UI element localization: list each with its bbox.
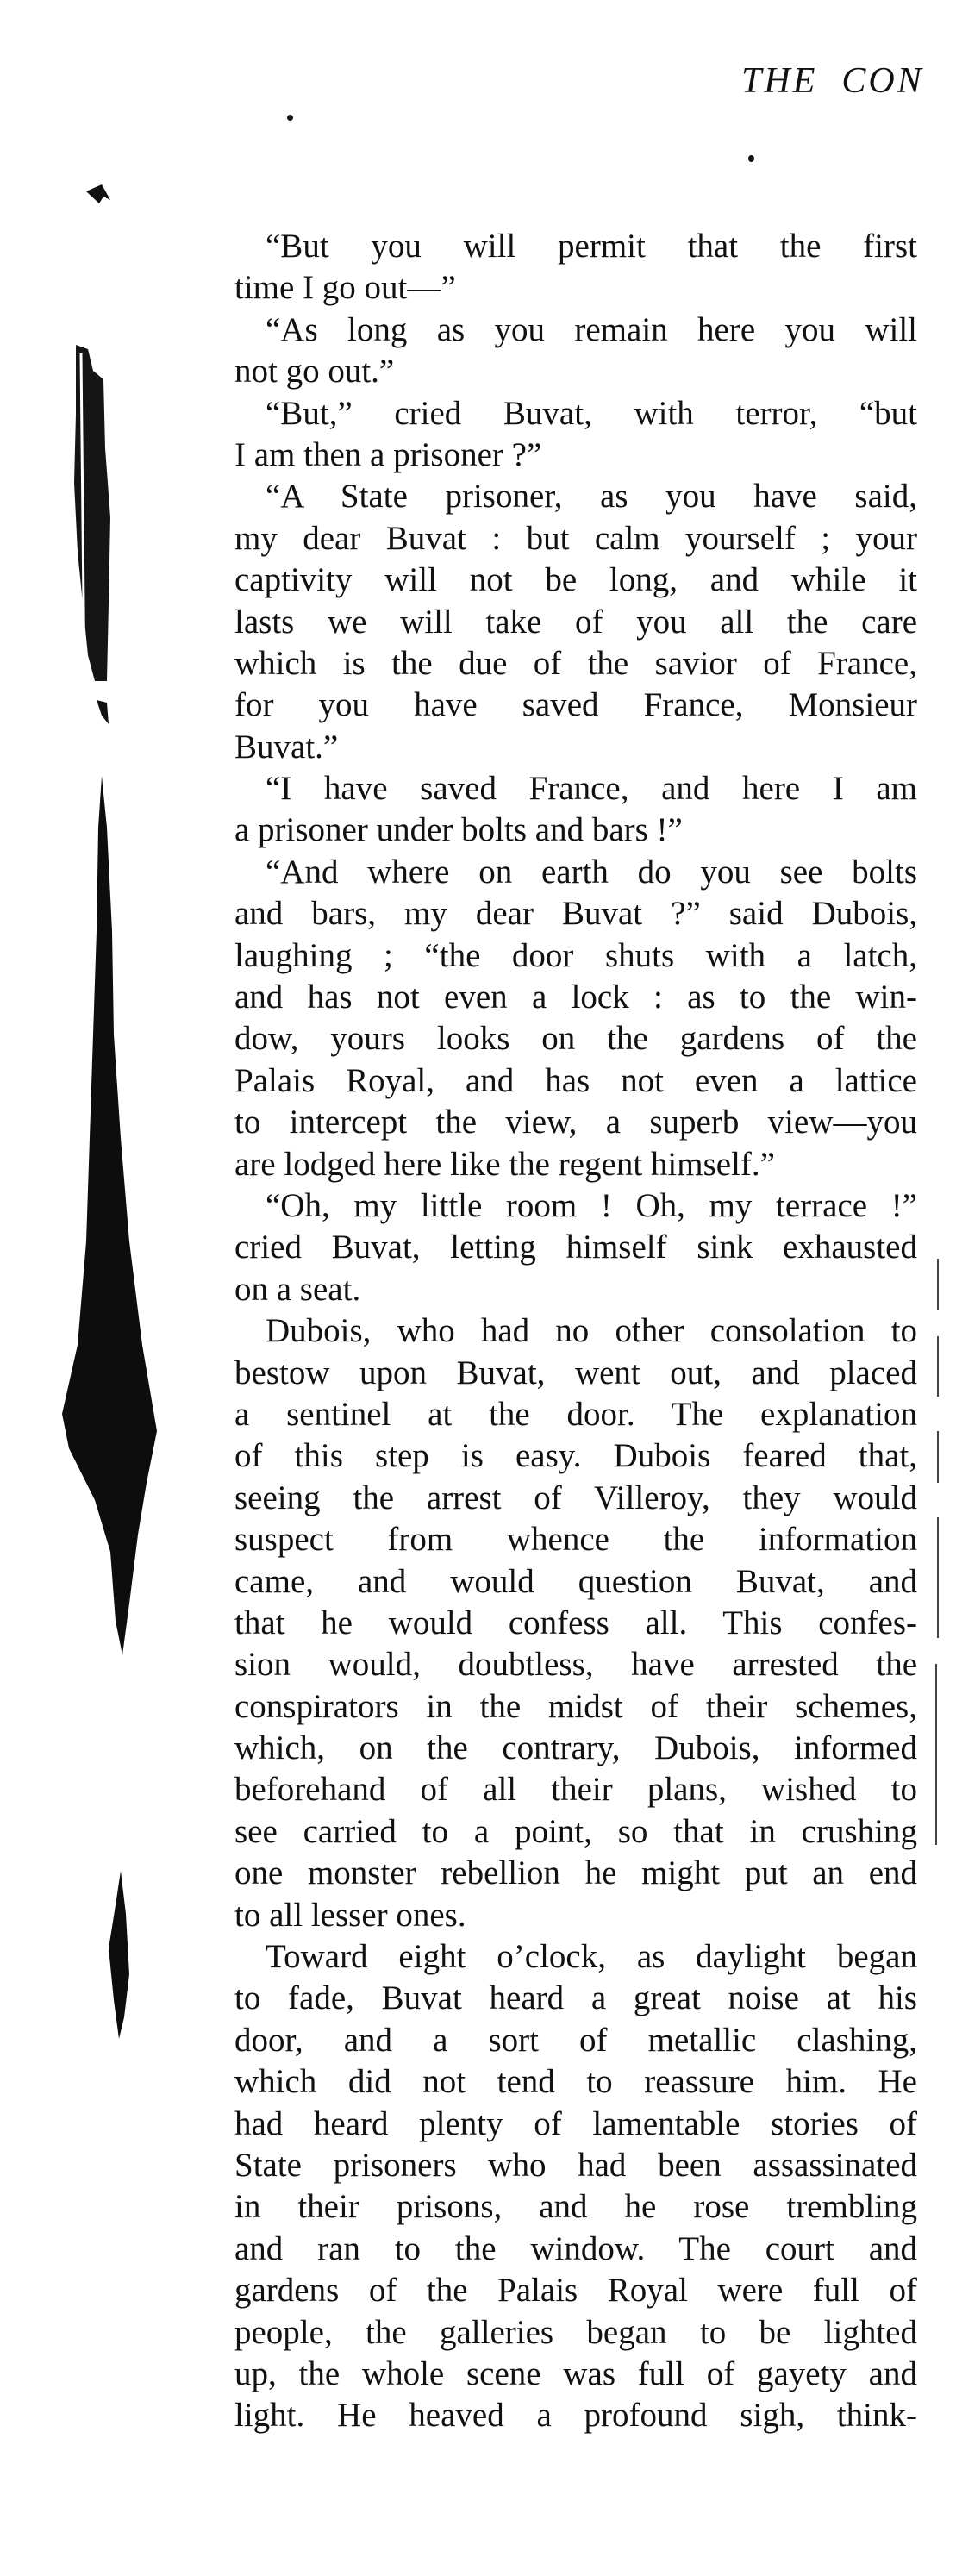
text-line: dow, yours looks on the gardens of the (234, 1020, 917, 1058)
margin-mark (97, 700, 109, 724)
text-line: gardens of the Palais Royal were full of (234, 2272, 917, 2310)
text-line: which did not tend to reassure him. He (234, 2063, 917, 2101)
margin-mark (86, 184, 110, 203)
margin-mark (109, 1871, 129, 2039)
text-line: cried Buvat, letting himself sink exhausted (234, 1229, 917, 1266)
margin-mark (62, 776, 157, 1655)
text-line: not go out.” (234, 353, 395, 391)
text-line: captivity will not be long, and while it (234, 561, 917, 599)
running-header-word: CON (841, 61, 924, 101)
text-line: that he would confess all. This confes- (234, 1604, 917, 1641)
text-line: are lodged here like the regent himself.” (234, 1145, 775, 1183)
text-line: a prisoner under bolts and bars !” (234, 811, 683, 849)
text-line: had heard plenty of lamentable stories of (234, 2104, 917, 2142)
text-line: door, and a sort of metallic clashing, (234, 2021, 917, 2059)
margin-rule (936, 1259, 938, 1845)
text-line: one monster rebellion he might put an end (234, 1854, 917, 1892)
text-line: on a seat. (234, 1270, 361, 1308)
text-line: I am then a prisoner ?” (234, 435, 542, 473)
text-line: “And where on earth do you see bolts (266, 853, 917, 891)
text-line: “Oh, my little room ! Oh, my terrace !” (266, 1186, 917, 1224)
text-line: “I have saved France, and here I am (266, 770, 917, 808)
text-line: and ran to the window. The court and (234, 2229, 917, 2267)
text-line: seeing the arrest of Villeroy, they would (234, 1479, 917, 1516)
text-line: time I go out—” (234, 269, 456, 307)
text-line: to intercept the view, a superb view—you (234, 1104, 917, 1141)
text-line: Dubois, who had no other consolation to (266, 1312, 917, 1350)
running-header-word: THE (741, 61, 818, 101)
text-line: sion would, doubtless, have arrested the (234, 1646, 917, 1684)
text-line: bestow upon Buvat, went out, and placed (234, 1354, 917, 1391)
text-line: light. He heaved a profound sigh, think- (234, 2397, 917, 2435)
text-line: suspect from whence the information (234, 1521, 917, 1559)
text-line: a sentinel at the door. The explanation (234, 1395, 917, 1433)
text-line: and bars, my dear Buvat ?” said Dubois, (234, 895, 917, 933)
text-line: came, and would question Buvat, and (234, 1562, 917, 1600)
text-line: Toward eight o’clock, as daylight began (266, 1938, 917, 1976)
text-line: laughing ; “the door shuts with a latch, (234, 936, 917, 974)
text-line: State prisoners who had been assassinated (234, 2146, 917, 2184)
margin-mark (74, 345, 110, 681)
text-line: to all lesser ones. (234, 1896, 466, 1934)
text-line: in their prisons, and he rose trembling (234, 2188, 917, 2226)
text-line: and has not even a lock : as to the win- (234, 979, 917, 1016)
text-line: Buvat.” (234, 728, 339, 766)
text-line: conspirators in the midst of their schemes, (234, 1687, 917, 1725)
text-line: up, the whole scene was full of gayety and (234, 2354, 917, 2392)
text-line: “A State prisoner, as you have said, (266, 478, 917, 516)
text-line: which, on the contrary, Dubois, informed (234, 1729, 917, 1767)
text-line: “As long as you remain here you will (266, 310, 917, 348)
text-line: beforehand of all their plans, wished to (234, 1771, 917, 1809)
text-line: of this step is easy. Dubois feared that, (234, 1437, 917, 1475)
text-line: see carried to a point, so that in crushing (234, 1812, 917, 1850)
text-line: people, the galleries began to be lighted (234, 2313, 917, 2351)
text-line: for you have saved France, Monsieur (234, 686, 917, 724)
text-line: to fade, Buvat heard a great noise at his (234, 1979, 917, 2017)
text-line: lasts we will take of you all the care (234, 603, 917, 641)
text-line: which is the due of the savior of France, (234, 644, 917, 682)
text-line: “But you will permit that the first (266, 228, 917, 265)
text-line: Palais Royal, and has not even a lattice (234, 1061, 917, 1099)
text-line: “But,” cried Buvat, with terror, “but (266, 394, 917, 432)
text-line: my dear Buvat : but calm yourself ; your (234, 519, 917, 557)
body-text (234, 226, 917, 2437)
